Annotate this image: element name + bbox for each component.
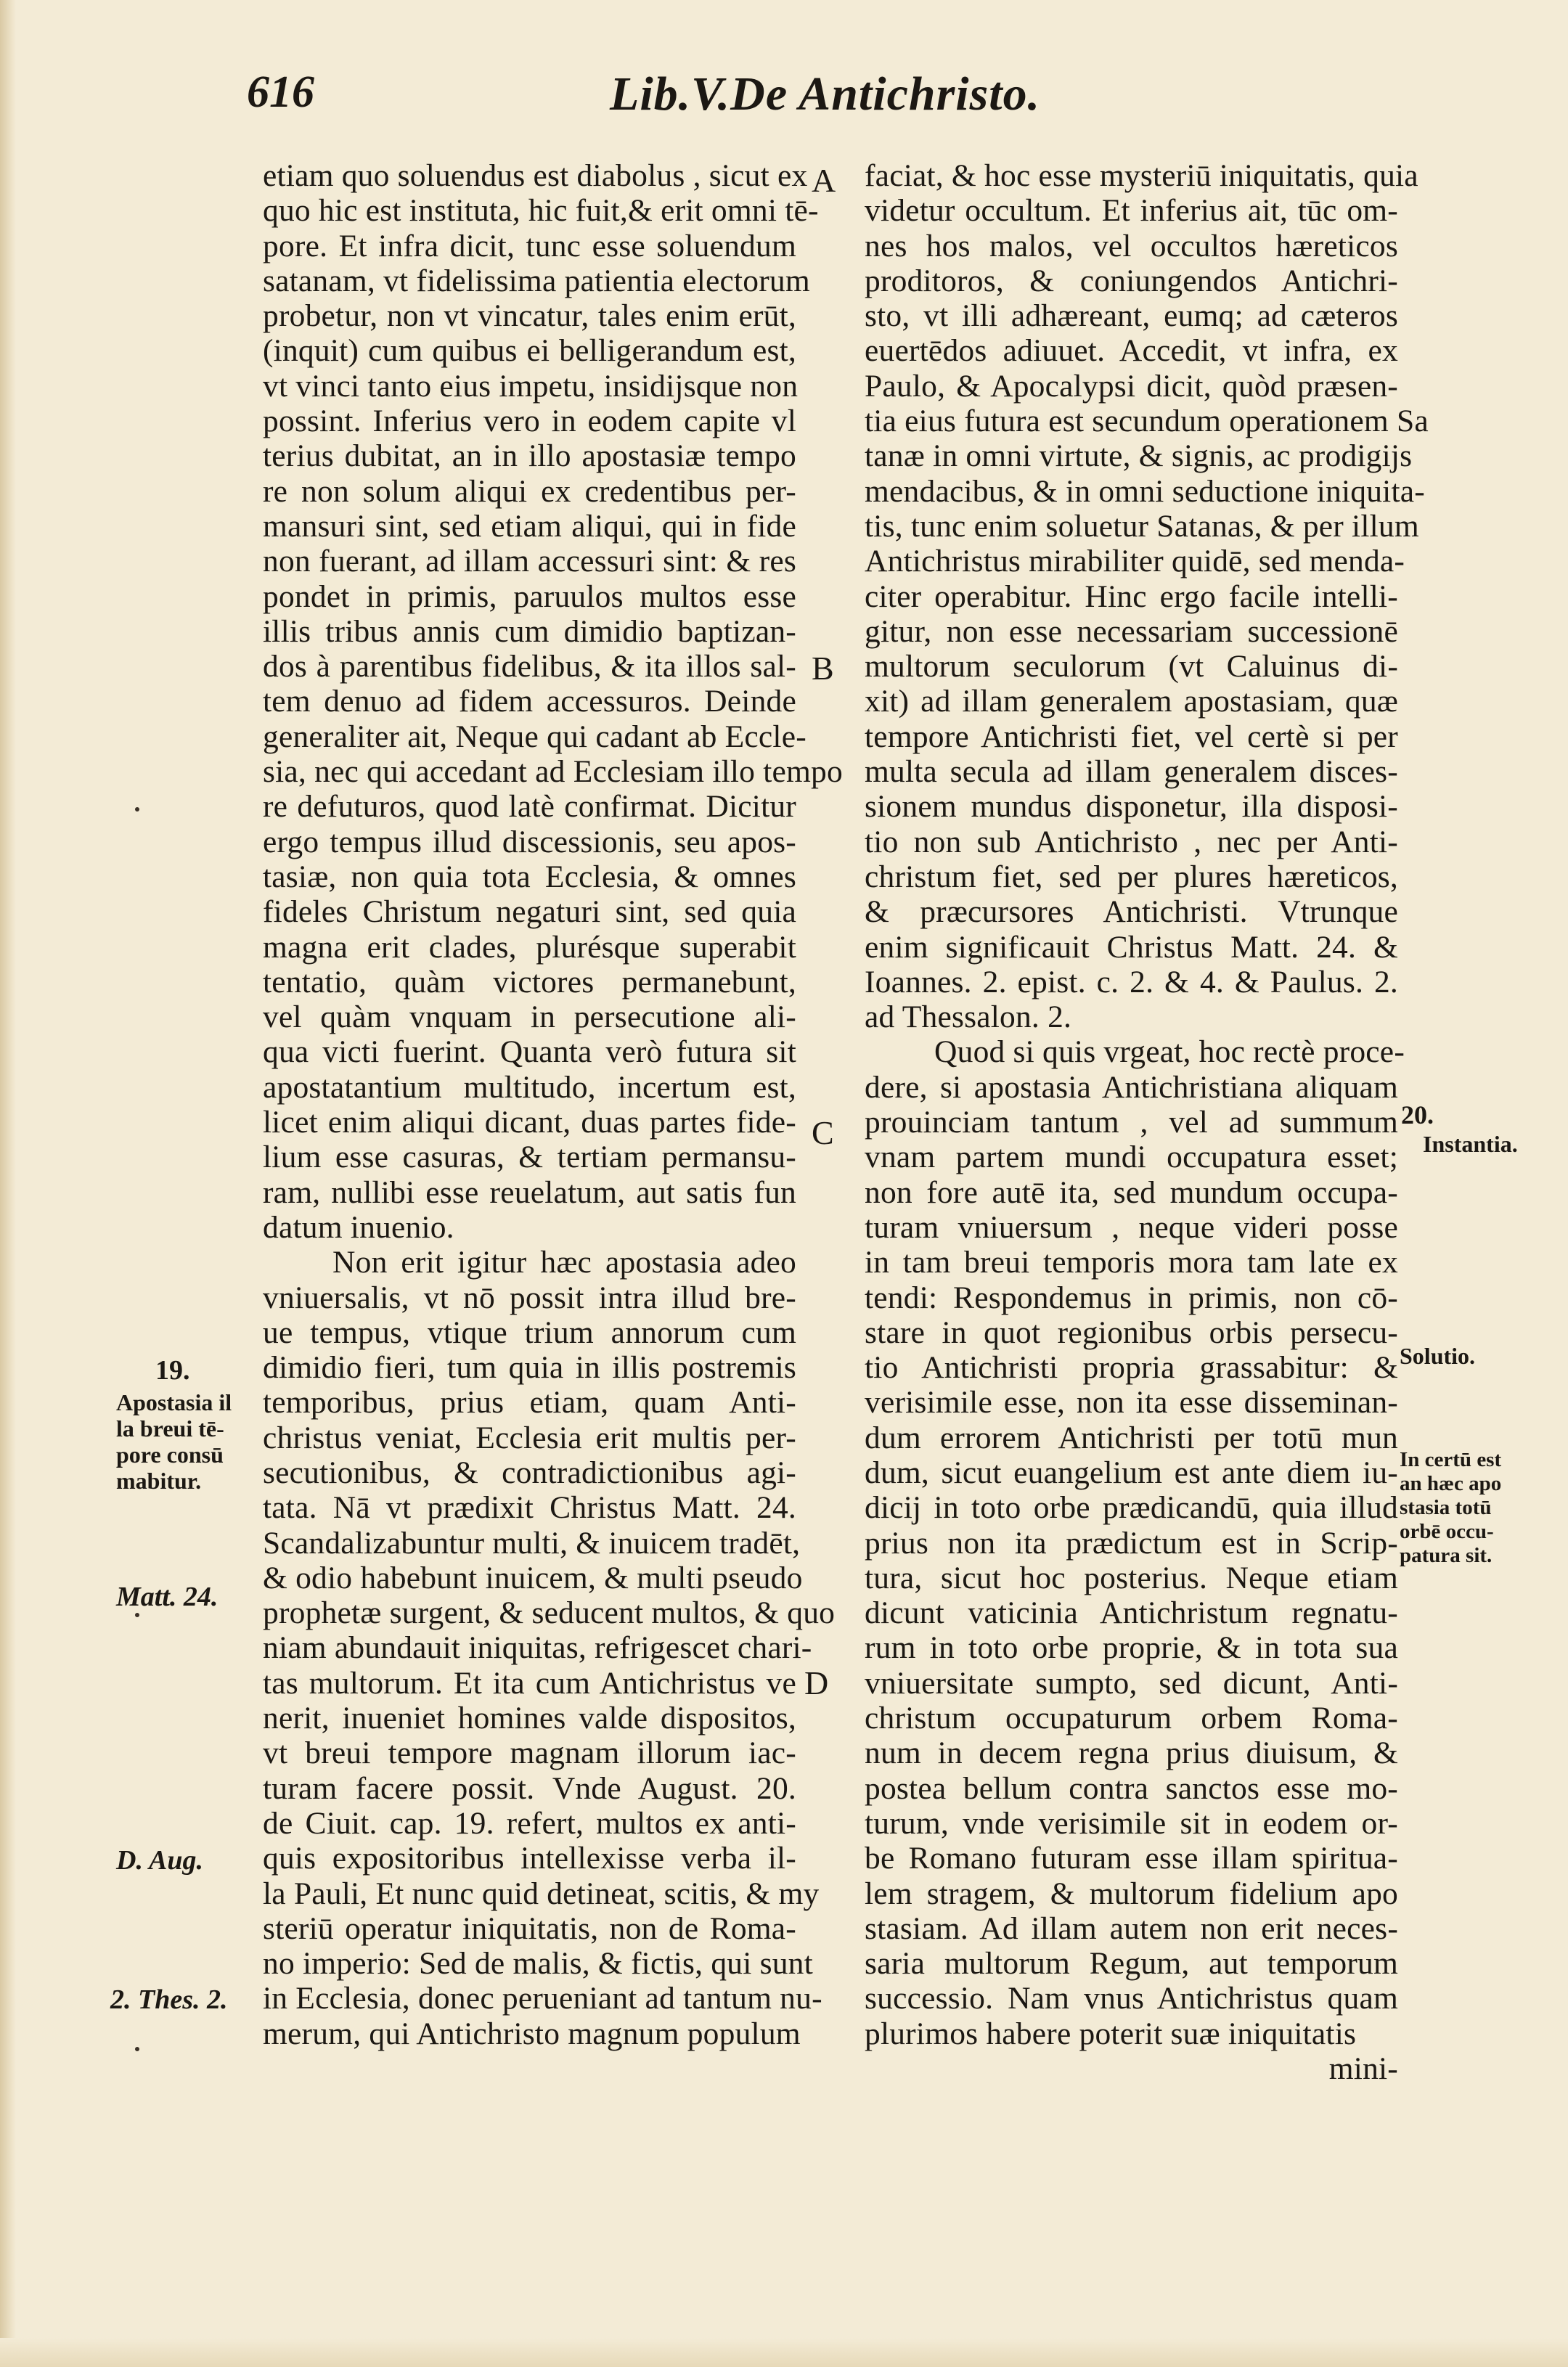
text-line: christum fiet, sed per plures hæreticos, — [865, 859, 1398, 894]
text-line: tas multorum. Et ita cum Antichristus ve — [263, 1665, 796, 1701]
text-line: vniuersalis, vt nō possit intra illud bre- — [263, 1280, 796, 1315]
text-line: generaliter ait, Neque qui cadant ab Eccle- — [263, 719, 807, 754]
text-line: Quod si quis vrgeat, hoc rectè proce- — [934, 1034, 1405, 1070]
text-line: tio Antichristi propria grassabitur: & — [865, 1350, 1398, 1386]
text-line: fideles Christum negaturi sint, sed quia — [263, 894, 796, 930]
text-line: in tam breui temporis mora tam late ex — [865, 1245, 1398, 1280]
text-line: vt breui tempore magnam illorum iac- — [263, 1736, 796, 1771]
section-letter-d: D — [804, 1664, 829, 1701]
text-line: vel quàm vnquam in persecutione ali- — [263, 999, 796, 1035]
text-line: enim significauit Christus Matt. 24. & — [865, 929, 1398, 965]
text-line: rum in toto orbe proprie, & in tota sua — [865, 1630, 1398, 1666]
text-line: tis, tunc enim soluetur Satanas, & per illum — [865, 508, 1419, 544]
text-line: satanam, vt fidelissima patientia electorum — [263, 263, 810, 298]
text-line: proditoros, & coniungendos Antichri- — [865, 263, 1398, 298]
margin-note-line: an hæc apo — [1400, 1472, 1502, 1495]
margin-note-line: Apostasia il — [116, 1389, 232, 1415]
text-line: pondet in primis, paruulos multos esse — [263, 579, 796, 614]
text-line: num in decem regna prius diuisum, & — [865, 1736, 1398, 1771]
text-line: multorum seculorum (vt Caluinus di- — [865, 649, 1398, 684]
text-line: videtur occultum. Et inferius ait, tūc om- — [865, 193, 1398, 229]
page-number: 616 — [247, 68, 314, 117]
margin-note-line: patura sit. — [1400, 1544, 1493, 1567]
text-line: vnam partem mundi occupatura esset; — [865, 1140, 1398, 1175]
text-line: mendacibus, & in omni seductione iniquita- — [865, 473, 1425, 509]
text-line: non fore autē ita, sed mundum occupa- — [865, 1174, 1398, 1210]
text-line: non fuerant, ad illam accessuri sint: & res — [263, 544, 796, 579]
text-line: tentatio, quàm victores permanebunt, — [263, 964, 796, 999]
section-letter-a: A — [812, 162, 836, 199]
text-line: prophetæ surgent, & seducent multos, & quo — [263, 1595, 836, 1631]
text-line: dum errorem Antichristi per totū mun — [865, 1420, 1398, 1455]
text-line: lium esse casuras, & tertiam permansu- — [263, 1140, 796, 1175]
text-line: quo hic est instituta, hic fuit,& erit omni tē- — [263, 193, 819, 229]
text-line: tem denuo ad fidem accessuros. Deinde — [263, 684, 796, 719]
margin-label-instantia: Instantia. — [1423, 1131, 1518, 1157]
text-line: (inquit) cum quibus ei belligerandum est, — [263, 333, 796, 369]
running-head — [247, 67, 1336, 132]
text-line: merum, qui Antichristo magnum populum — [263, 2016, 801, 2051]
text-line: temporibus, prius etiam, quam Anti- — [263, 1385, 796, 1420]
text-line: & odio habebunt inuicem, & multi pseudo — [263, 1560, 803, 1595]
text-line: xit) ad illam generalem apostasiam, quæ — [865, 684, 1398, 719]
margin-note-line: mabitur. — [116, 1468, 202, 1494]
text-line: turam facere possit. Vnde August. 20. — [263, 1770, 796, 1806]
text-line: no imperio: Sed de malis, & fictis, qui sunt — [263, 1946, 813, 1982]
text-line: ad Thessalon. 2. — [865, 999, 1072, 1035]
text-line: mansuri sint, sed etiam aliqui, qui in fide — [263, 508, 796, 544]
page-edge-bottom — [0, 2338, 1568, 2367]
text-line: sia, nec qui accedant ad Ecclesiam illo tempo — [263, 754, 843, 790]
margin-ref-thes: 2. Thes. 2. — [110, 1984, 228, 2015]
text-line: & præcursores Antichristi. Vtrunque — [865, 894, 1398, 930]
text-line: ue tempus, vtique trium annorum cum — [263, 1315, 796, 1350]
text-line: Non erit igitur hæc apostasia adeo — [332, 1245, 796, 1280]
text-line: licet enim aliqui dicant, duas partes fide- — [263, 1105, 796, 1140]
text-line: dere, si apostasia Antichristiana aliquam — [865, 1069, 1398, 1105]
text-line: stasiam. Ad illam autem non erit neces- — [865, 1910, 1398, 1946]
text-line: christus veniat, Ecclesia erit multis per- — [263, 1420, 796, 1455]
text-line: postea bellum contra sanctos esse mo- — [865, 1770, 1398, 1806]
margin-label-solutio: Solutio. — [1400, 1343, 1476, 1369]
text-line: multa secula ad illam generalem disces- — [865, 754, 1398, 790]
text-line: secutionibus, & contradictionibus agi- — [263, 1455, 796, 1490]
text-line: be Romano futuram esse illam spiritua- — [865, 1841, 1398, 1876]
margin-note-apostasia — [116, 1389, 254, 1494]
text-line: stare in quot regionibus orbis persecu- — [865, 1315, 1398, 1350]
margin-note-line: orbē occu- — [1400, 1520, 1494, 1543]
text-line: datum inuenio. — [263, 1209, 454, 1245]
text-line: dicij in toto orbe prædicandū, quia illud — [865, 1490, 1398, 1526]
margin-number-20: 20. — [1401, 1100, 1434, 1129]
text-line: Scandalizabuntur multi, & inuicem tradēt, — [263, 1525, 801, 1561]
text-line: christum occupaturum orbem Roma- — [865, 1701, 1398, 1736]
text-line: plurimos habere poterit suæ iniquitatis — [865, 2016, 1357, 2051]
text-line: tendi: Respondemus in primis, non cō- — [865, 1280, 1398, 1315]
margin-note-line: stasia totū — [1400, 1496, 1492, 1519]
text-line: lem stragem, & multorum fidelium apo — [865, 1876, 1398, 1911]
text-line: Antichristus mirabiliter quidē, sed menda- — [865, 544, 1405, 579]
text-line: tempore Antichristi fiet, vel certè si per — [865, 719, 1398, 754]
margin-note-line: pore consū — [116, 1442, 224, 1468]
text-line: tia eius futura est secundum operationem Sa — [865, 404, 1429, 439]
text-line: verisimile esse, non ita esse disseminan- — [865, 1385, 1398, 1420]
text-line: ram, nullibi esse reuelatum, aut satis fun — [263, 1174, 796, 1210]
margin-note-incertum — [1400, 1448, 1545, 1568]
margin-ref-matt: Matt. 24. — [116, 1582, 219, 1612]
text-line: turam vniuersum , neque videri posse — [865, 1209, 1398, 1245]
text-line: quis expositoribus intellexisse verba il- — [263, 1841, 796, 1876]
text-line: faciat, & hoc esse mysteriū iniquitatis, quia — [865, 158, 1418, 193]
left-column — [263, 158, 843, 2051]
text-line: re defuturos, quod latè confirmat. Dicitur — [263, 789, 796, 825]
text-line: tanæ in omni virtute, & signis, ac prodigijs — [865, 438, 1413, 474]
text-line: Paulo, & Apocalypsi dicit, quòd præsen- — [865, 368, 1398, 404]
text-line: tura, sicut hoc posterius. Neque etiam — [865, 1560, 1398, 1595]
text-line: sto, vt illi adhæreant, eumq; ad cæteros — [865, 298, 1398, 334]
text-line: euertēdos adiuuet. Accedit, vt infra, ex — [865, 333, 1398, 369]
text-line: etiam quo soluendus est diabolus , sicut ex — [263, 158, 808, 193]
text-line: prius non ita prædictum est in Scrip- — [865, 1525, 1398, 1561]
text-line: vt vinci tanto eius impetu, insidijsque non — [263, 368, 799, 404]
margin-note-line: In certū est — [1400, 1448, 1502, 1471]
text-line: dimidio fieri, tum quia in illis postremis — [263, 1350, 796, 1386]
text-line: dos à parentibus fidelibus, & ita illos sal- — [263, 649, 796, 684]
margin-number-19: 19. — [155, 1355, 190, 1386]
text-line: nes hos malos, vel occultos hæreticos — [865, 228, 1398, 263]
text-line: ergo tempus illud discessionis, seu apos- — [263, 824, 796, 859]
ink-speck — [135, 807, 139, 812]
margin-note-line: la breui tē- — [116, 1415, 224, 1442]
text-line: successio. Nam vnus Antichristus quam — [865, 1981, 1398, 2016]
section-letter-c: C — [812, 1114, 834, 1151]
text-line: possint. Inferius vero in eodem capite vl — [263, 404, 796, 439]
ink-speck — [135, 1613, 139, 1617]
text-line: qua victi fuerint. Quanta verò futura sit — [263, 1034, 796, 1070]
text-line: gitur, non esse necessariam successionē — [865, 613, 1398, 649]
page-edge — [0, 0, 16, 2367]
text-line: probetur, non vt vincatur, tales enim erūt, — [263, 298, 796, 334]
text-line: citer operabitur. Hinc ergo facile intelli- — [865, 579, 1398, 614]
text-line: prouinciam tantum , vel ad summum — [865, 1105, 1398, 1140]
text-line: dum, sicut euangelium est ante diem iu- — [865, 1455, 1398, 1490]
text-line: sionem mundus disponetur, illa disposi- — [865, 789, 1398, 825]
text-line: illis tribus annis cum dimidio baptizan- — [263, 613, 796, 649]
text-line: mini- — [1328, 2051, 1398, 2087]
text-line: niam abundauit iniquitas, refrigescet chari- — [263, 1630, 812, 1666]
text-line: la Pauli, Et nunc quid detineat, scitis, & my — [263, 1876, 820, 1911]
text-line: Ioannes. 2. epist. c. 2. & 4. & Paulus. 2. — [865, 964, 1398, 999]
section-letter-b: B — [812, 650, 834, 687]
text-line: in Ecclesia, donec perueniant ad tantum nu- — [263, 1981, 822, 2016]
text-line: re non solum aliqui ex credentibus per- — [263, 473, 796, 509]
running-title: Lib.V.De Antichristo. — [610, 68, 1041, 120]
text-line: magna erit clades, plurésque superabit — [263, 929, 796, 965]
text-line: steriū operatur iniquitatis, non de Roma- — [263, 1910, 796, 1946]
text-line: apostatantium multitudo, incertum est, — [263, 1069, 796, 1105]
text-line: dicunt vaticinia Antichristum regnatu- — [865, 1595, 1398, 1631]
margin-ref-aug: D. Aug. — [116, 1845, 204, 1876]
text-line: vniuersitate sumpto, sed dicunt, Anti- — [865, 1665, 1398, 1701]
text-line: nerit, inueniet homines valde dispositos, — [263, 1701, 796, 1736]
text-line: tio non sub Antichristo , nec per Anti- — [865, 824, 1398, 859]
text-line: tasiæ, non quia tota Ecclesia, & omnes — [263, 859, 796, 894]
text-line: tata. Nā vt prædixit Christus Matt. 24. — [263, 1490, 796, 1526]
text-line: pore. Et infra dicit, tunc esse soluendum — [263, 228, 796, 263]
ink-speck — [135, 2047, 139, 2051]
text-line: saria multorum Regum, aut temporum — [865, 1946, 1398, 1982]
text-line: de Ciuit. cap. 19. refert, multos ex anti- — [263, 1805, 796, 1841]
text-line: terius dubitat, an in illo apostasiæ tempo — [263, 438, 796, 474]
text-line: turum, vnde verisimile sit in eodem or- — [865, 1805, 1398, 1841]
